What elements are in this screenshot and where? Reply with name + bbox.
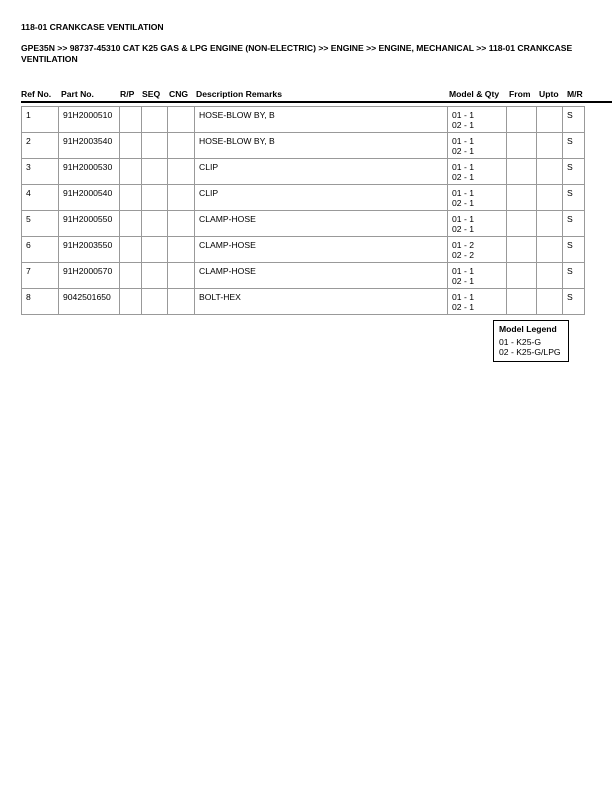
model-qty-cell [448, 237, 507, 263]
model-qty-line: 01 - 1 [452, 162, 474, 172]
mr-cell: S [563, 289, 585, 315]
model-qty-line: 01 - 1 [452, 136, 474, 146]
table-row [22, 237, 585, 263]
rp-cell [120, 107, 142, 133]
header-description: Description Remarks [196, 89, 282, 99]
seq-cell [142, 159, 168, 185]
ref-no-cell: 4 [22, 185, 59, 211]
upto-cell [537, 185, 563, 211]
upto-cell [537, 263, 563, 289]
part-no-cell: 91H2000530 [59, 159, 120, 185]
mr-cell: S [563, 133, 585, 159]
model-qty-cell [448, 211, 507, 237]
table-row [22, 133, 585, 159]
header-from: From [509, 89, 531, 99]
seq-cell [142, 289, 168, 315]
model-qty-line: 01 - 1 [452, 292, 474, 302]
breadcrumb: GPE35N >> 98737-45310 CAT K25 GAS & LPG ENGINE (NON-ELECTRIC) >> ENGINE >> ENGINE, MECHANICAL >> 118-01 CRANKCASE VENTILATION [21, 43, 573, 64]
ref-no-cell: 2 [22, 133, 59, 159]
mr-cell: S [563, 107, 585, 133]
description-cell: CLIP [195, 185, 448, 211]
header-part-no: Part No. [61, 89, 94, 99]
model-qty-line: 02 - 1 [452, 302, 474, 313]
mr-cell: S [563, 211, 585, 237]
header-mr: M/R [567, 89, 583, 99]
model-qty-line: 01 - 1 [452, 214, 474, 224]
rp-cell [120, 263, 142, 289]
ref-no-cell: 7 [22, 263, 59, 289]
model-legend-item: 01 - K25-G [499, 336, 542, 347]
cng-cell [168, 263, 195, 289]
description-cell: CLAMP-HOSE [195, 263, 448, 289]
rp-cell [120, 211, 142, 237]
model-qty-line: 01 - 1 [452, 110, 474, 120]
upto-cell [537, 211, 563, 237]
from-cell [507, 211, 537, 237]
ref-no-cell: 8 [22, 289, 59, 315]
part-no-cell: 91H2003540 [59, 133, 120, 159]
description-cell: CLAMP-HOSE [195, 211, 448, 237]
model-legend-item: 02 - K25-G/LPG [499, 347, 561, 357]
part-no-cell: 91H2000510 [59, 107, 120, 133]
seq-cell [142, 263, 168, 289]
table-row [22, 289, 585, 315]
mr-cell: S [563, 263, 585, 289]
mr-cell: S [563, 237, 585, 263]
model-qty-cell [448, 289, 507, 315]
from-cell [507, 237, 537, 263]
table-row [22, 159, 585, 185]
cng-cell [168, 133, 195, 159]
part-no-cell: 9042501650 [59, 289, 120, 315]
table-row [22, 211, 585, 237]
ref-no-cell: 3 [22, 159, 59, 185]
from-cell [507, 107, 537, 133]
table-row [22, 263, 585, 289]
rp-cell [120, 237, 142, 263]
model-legend-title: Model Legend [499, 324, 557, 334]
rp-cell [120, 159, 142, 185]
header-cng: CNG [169, 89, 189, 99]
cng-cell [168, 107, 195, 133]
seq-cell [142, 185, 168, 211]
from-cell [507, 133, 537, 159]
seq-cell [142, 237, 168, 263]
header-ref-no: Ref No. [21, 89, 52, 99]
upto-cell [537, 159, 563, 185]
ref-no-cell: 5 [22, 211, 59, 237]
rp-cell [120, 133, 142, 159]
model-qty-line: 02 - 1 [452, 276, 474, 287]
cng-cell [168, 237, 195, 263]
cng-cell [168, 211, 195, 237]
model-legend [493, 320, 569, 362]
model-qty-cell [448, 263, 507, 289]
parts-table-body [22, 107, 585, 315]
description-cell: HOSE-BLOW BY, B [195, 107, 448, 133]
parts-table [21, 106, 585, 315]
upto-cell [537, 107, 563, 133]
mr-cell: S [563, 159, 585, 185]
table-row [22, 185, 585, 211]
model-qty-line: 02 - 1 [452, 120, 474, 131]
from-cell [507, 263, 537, 289]
cng-cell [168, 185, 195, 211]
from-cell [507, 159, 537, 185]
header-upto: Upto [539, 89, 559, 99]
model-qty-line: 02 - 1 [452, 146, 474, 157]
rp-cell [120, 289, 142, 315]
rp-cell [120, 185, 142, 211]
model-qty-line: 01 - 2 [452, 240, 474, 250]
from-cell [507, 289, 537, 315]
upto-cell [537, 133, 563, 159]
description-cell: CLAMP-HOSE [195, 237, 448, 263]
model-qty-cell [448, 185, 507, 211]
model-qty-line: 01 - 1 [452, 188, 474, 198]
part-no-cell: 91H2000570 [59, 263, 120, 289]
model-qty-line: 02 - 1 [452, 172, 474, 183]
seq-cell [142, 107, 168, 133]
upto-cell [537, 237, 563, 263]
model-qty-line: 02 - 2 [452, 250, 474, 261]
header-divider [21, 101, 612, 103]
header-model-qty: Model & Qty [449, 89, 500, 99]
description-cell: HOSE-BLOW BY, B [195, 133, 448, 159]
ref-no-cell: 1 [22, 107, 59, 133]
ref-no-cell: 6 [22, 237, 59, 263]
header-rp: R/P [120, 89, 135, 99]
part-no-cell: 91H2003550 [59, 237, 120, 263]
part-no-cell: 91H2000540 [59, 185, 120, 211]
page-title: 118-01 CRANKCASE VENTILATION [21, 22, 164, 32]
description-cell: CLIP [195, 159, 448, 185]
part-no-cell: 91H2000550 [59, 211, 120, 237]
model-qty-cell [448, 107, 507, 133]
from-cell [507, 185, 537, 211]
description-cell: BOLT-HEX [195, 289, 448, 315]
cng-cell [168, 159, 195, 185]
model-qty-line: 01 - 1 [452, 266, 474, 276]
cng-cell [168, 289, 195, 315]
model-qty-cell [448, 133, 507, 159]
mr-cell: S [563, 185, 585, 211]
seq-cell [142, 211, 168, 237]
header-seq: SEQ [142, 89, 161, 99]
model-qty-cell [448, 159, 507, 185]
model-qty-line: 02 - 1 [452, 198, 474, 209]
upto-cell [537, 289, 563, 315]
table-row [22, 107, 585, 133]
model-qty-line: 02 - 1 [452, 224, 474, 235]
seq-cell [142, 133, 168, 159]
